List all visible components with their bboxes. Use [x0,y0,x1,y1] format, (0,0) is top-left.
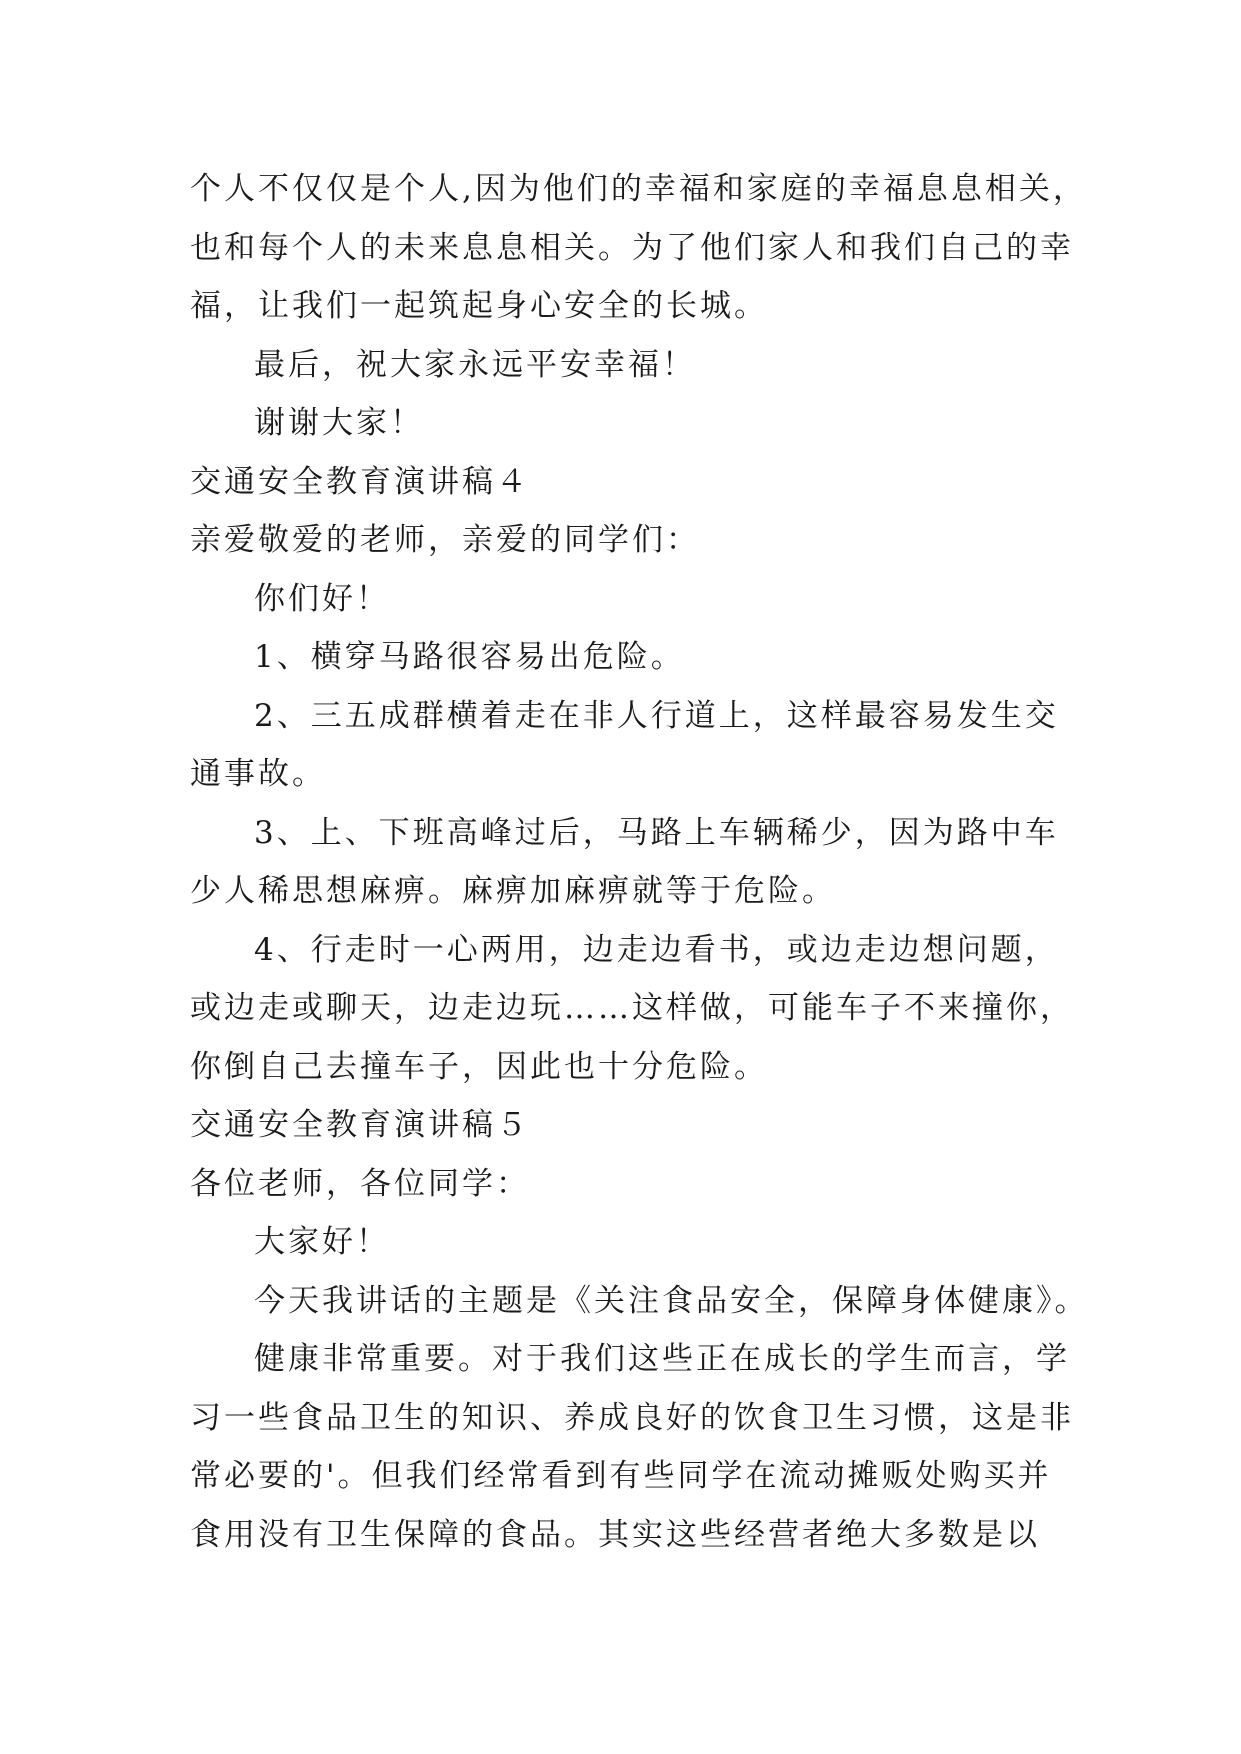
list-item: 1、横穿马路很容易出危险。 [254,639,685,675]
paragraph-line: 你倒自己去撞车子，因此也十分危险。 [190,1048,768,1085]
section-heading: 交通安全教育演讲稿４ [190,463,530,500]
paragraph-line: 个人不仅仅是个人,因为他们的幸福和家庭的幸福息息相关， [190,171,1087,207]
paragraph-line: 通事故。 [190,756,326,792]
list-item: 4、行走时一心两用，边走边看书，或边走边想问题， [254,931,1059,968]
paragraph-line: 食用没有卫生保障的食品。其实这些经营者绝大多数是以 [190,1516,1040,1553]
paragraph-line: 福，让我们一起筑起身心安全的长城。 [190,288,768,324]
paragraph-line: 健康非常重要。对于我们这些正在成长的学生而言，学 [254,1341,1070,1377]
paragraph-line: 你们好！ [254,580,390,617]
paragraph-line: 习一些食品卫生的知识、养成良好的饮食卫生习惯，这是非 [190,1399,1074,1436]
list-item: 3、上、下班高峰过后，马路上车辆稀少，因为路中车 [254,814,1059,851]
paragraph-line: 也和每个人的未来息息相关。为了他们家人和我们自己的幸 [190,229,1074,266]
section-heading: 交通安全教育演讲稿５ [190,1107,530,1143]
paragraph-line: 今天我讲话的主题是《关注食品安全，保障身体健康》。 [254,1282,1089,1319]
salutation: 亲爱敬爱的老师，亲爱的同学们： [190,522,700,558]
paragraph-line: 谢谢大家！ [254,405,424,441]
paragraph-line: 大家好！ [254,1224,390,1260]
document-body [190,160,1089,1564]
list-item: 2、三五成群横着走在非人行道上，这样最容易发生交 [254,697,1059,734]
salutation: 各位老师，各位同学： [190,1165,530,1202]
paragraph-line: 最后，祝大家永远平安幸福！ [254,346,696,383]
paragraph-line: 或边走或聊天，边走边玩……这样做，可能车子不来撞你， [190,990,1074,1026]
paragraph-line: 少人稀思想麻痹。麻痹加麻痹就等于危险。 [190,873,836,909]
paragraph-line: 常必要的'。但我们经常看到有些同学在流动摊贩处购买并 [190,1458,1052,1494]
